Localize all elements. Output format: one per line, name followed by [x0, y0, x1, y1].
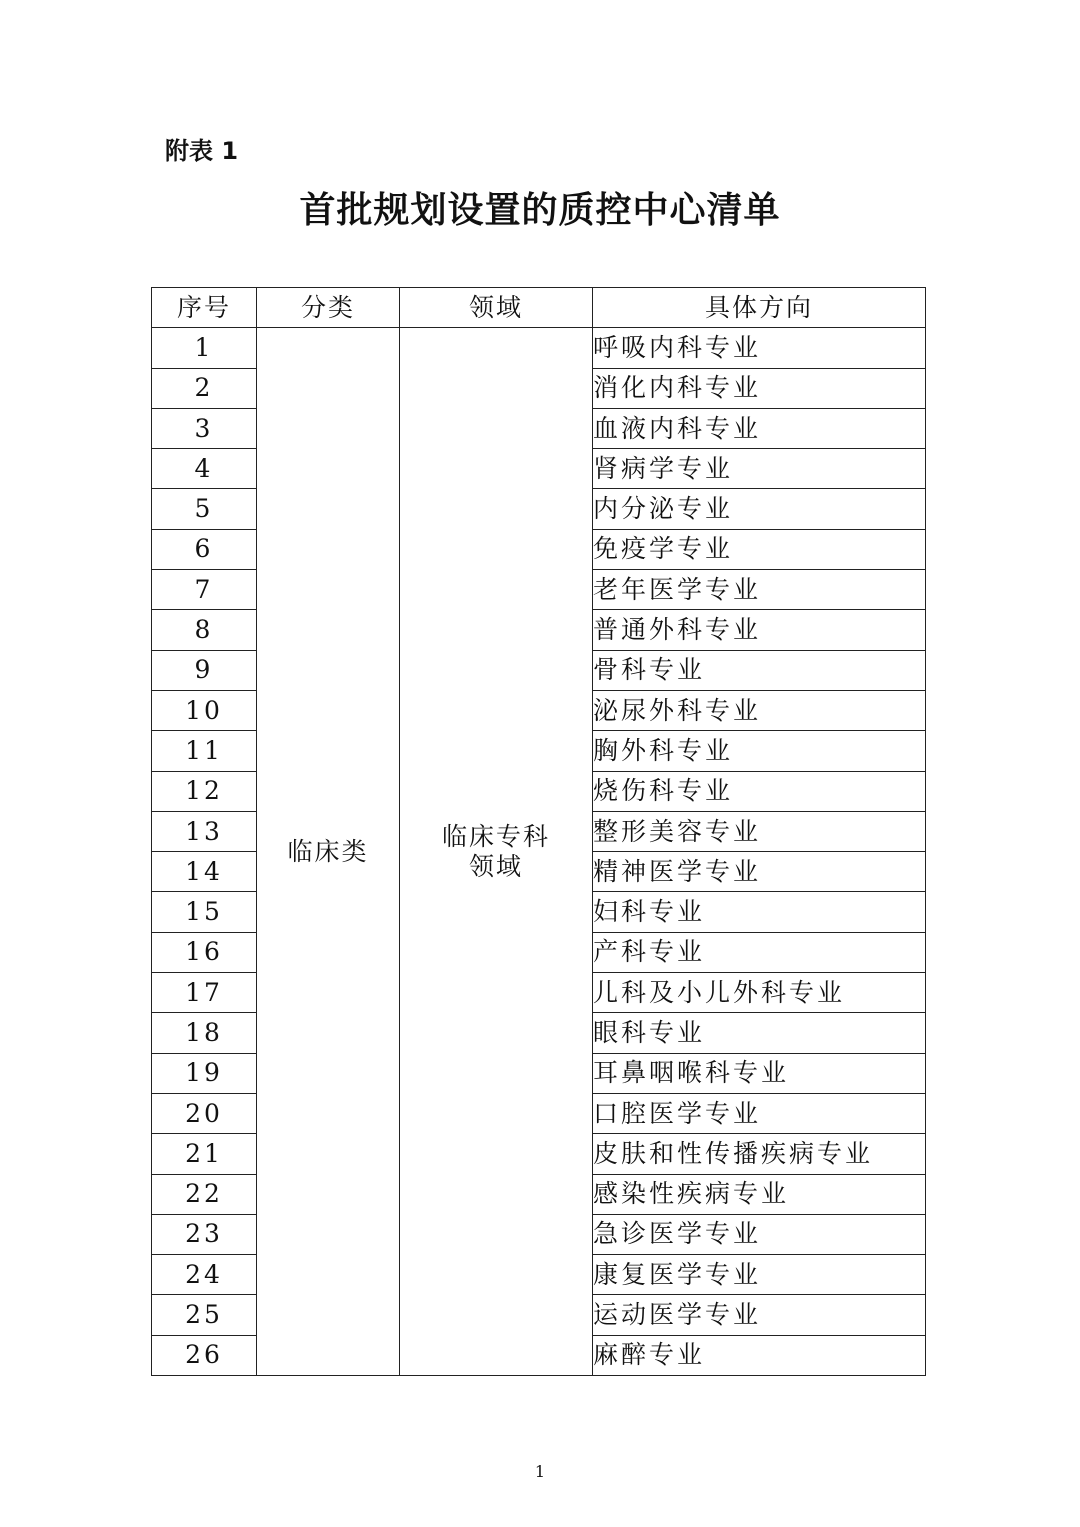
category-cell: 临床类: [257, 328, 400, 1376]
direction-cell: 普通外科专业: [593, 610, 926, 650]
direction-cell: 耳鼻咽喉科专业: [593, 1053, 926, 1093]
row-index-cell: 4: [152, 449, 257, 489]
row-index-cell: 11: [152, 731, 257, 771]
direction-cell: 康复医学专业: [593, 1255, 926, 1295]
direction-cell: 运动医学专业: [593, 1295, 926, 1335]
direction-cell: 血液内科专业: [593, 408, 926, 448]
header-domain: 领域: [400, 288, 593, 328]
row-index-cell: 26: [152, 1335, 257, 1375]
direction-cell: 整形美容专业: [593, 811, 926, 851]
header-direction: 具体方向: [593, 288, 926, 328]
direction-cell: 妇科专业: [593, 892, 926, 932]
row-index-cell: 15: [152, 892, 257, 932]
direction-cell: 精神医学专业: [593, 852, 926, 892]
direction-cell: 免疫学专业: [593, 529, 926, 569]
direction-cell: 感染性疾病专业: [593, 1174, 926, 1214]
row-index-cell: 6: [152, 529, 257, 569]
row-index-cell: 5: [152, 489, 257, 529]
row-index-cell: 9: [152, 650, 257, 690]
row-index-cell: 25: [152, 1295, 257, 1335]
table-header-row: [152, 288, 926, 328]
page-number: 1: [534, 1462, 546, 1481]
row-index-cell: 7: [152, 570, 257, 610]
direction-cell: 口腔医学专业: [593, 1093, 926, 1133]
row-index-cell: 21: [152, 1134, 257, 1174]
row-index-cell: 23: [152, 1214, 257, 1254]
header-category: 分类: [257, 288, 400, 328]
row-index-cell: 14: [152, 852, 257, 892]
table-row: [152, 328, 926, 368]
direction-cell: 产科专业: [593, 932, 926, 972]
quality-control-center-table: [151, 287, 926, 1376]
direction-cell: 儿科及小儿外科专业: [593, 973, 926, 1013]
row-index-cell: 10: [152, 690, 257, 730]
row-index-cell: 3: [152, 408, 257, 448]
table-body: [152, 328, 926, 1376]
direction-cell: 胸外科专业: [593, 731, 926, 771]
direction-cell: 皮肤和性传播疾病专业: [593, 1134, 926, 1174]
direction-cell: 眼科专业: [593, 1013, 926, 1053]
domain-line-2: 领域: [468, 851, 523, 881]
direction-cell: 骨科专业: [593, 650, 926, 690]
direction-cell: 麻醉专业: [593, 1335, 926, 1375]
direction-cell: 肾病学专业: [593, 449, 926, 489]
header-index: 序号: [152, 288, 257, 328]
row-index-cell: 20: [152, 1093, 257, 1133]
direction-cell: 泌尿外科专业: [593, 690, 926, 730]
row-index-cell: 22: [152, 1174, 257, 1214]
row-index-cell: 24: [152, 1255, 257, 1295]
row-index-cell: 19: [152, 1053, 257, 1093]
direction-cell: 烧伤科专业: [593, 771, 926, 811]
row-index-cell: 12: [152, 771, 257, 811]
document-title: 首批规划设置的质控中心清单: [299, 190, 781, 231]
direction-cell: 老年医学专业: [593, 570, 926, 610]
domain-cell: [400, 328, 593, 1376]
annex-label: 附表 1: [165, 137, 239, 165]
row-index-cell: 18: [152, 1013, 257, 1053]
direction-cell: 内分泌专业: [593, 489, 926, 529]
row-index-cell: 13: [152, 811, 257, 851]
row-index-cell: 8: [152, 610, 257, 650]
domain-line-1: 临床专科: [441, 821, 550, 851]
direction-cell: 消化内科专业: [593, 368, 926, 408]
row-index-cell: 16: [152, 932, 257, 972]
row-index-cell: 2: [152, 368, 257, 408]
direction-cell: 急诊医学专业: [593, 1214, 926, 1254]
row-index-cell: 1: [152, 328, 257, 368]
direction-cell: 呼吸内科专业: [593, 328, 926, 368]
row-index-cell: 17: [152, 973, 257, 1013]
